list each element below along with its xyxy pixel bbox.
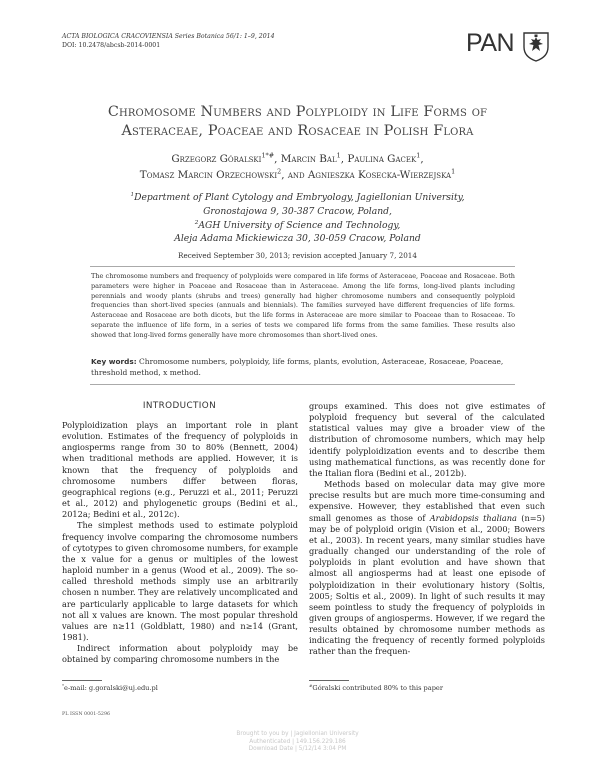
- article-title: [60, 103, 535, 141]
- affiliation-line: AGH University of Science and Technology,: [198, 219, 401, 231]
- author-name: Tomasz Marcin Orzechowski: [139, 168, 278, 181]
- author-separator: ,: [420, 153, 424, 165]
- author-name: Paulina Gacek: [347, 153, 417, 165]
- issn: PL ISSN 0001-5296: [62, 712, 111, 717]
- paragraph: [309, 479, 545, 658]
- author-separator: , and: [281, 168, 308, 181]
- footnote-rule-left: [62, 680, 102, 681]
- right-column: [309, 401, 545, 658]
- watermark-line: Download Date | 5/12/14 3:04 PM: [248, 746, 347, 753]
- paragraph: Indirect information about polyploidy may be obtained by comparing chromosome numbers in the: [62, 643, 298, 665]
- download-watermark: [180, 731, 415, 754]
- affiliations: [60, 191, 535, 246]
- author-name: Agnieszka Kosecka-Wierzejska: [307, 168, 452, 181]
- author-marker: 1: [451, 167, 456, 176]
- received-dates: Received September 30, 2013; revision accepted January 7, 2014: [178, 251, 417, 260]
- keywords-label: Key words:: [91, 357, 137, 366]
- author-marker: 1: [336, 151, 341, 160]
- section-heading-introduction: INTRODUCTION: [142, 401, 217, 411]
- affiliation-line: Gronostajowa 9, 30-387 Cracow, Poland,: [203, 205, 392, 217]
- author-name: Grzegorz Góralski: [171, 153, 262, 165]
- keywords-text: Chromosome numbers, polyploidy, life forms, plants, evolution, Asteraceae, Rosaceae, Poaceae, threshold method, x method.: [91, 357, 504, 377]
- eagle-emblem-icon: [522, 30, 550, 62]
- paragraph-text: (n=5) may be of polyploid origin (Vision et al., 2000; Bowers et al., 2003). In recent years, many similar studies have gradually changed our understanding of the role of polyploids in plant evolution and have shown that almost all angiosperms had at least one episode of polyploidization in their evolutionary history (Soltis, 2005; Soltis et al., 2009). In light of such results it may seem pointless to study the frequency of polyploids in given groups of angiosperms. However, if we regard the results obtained by chromosome number methods as indicating the frequency of recently formed polyploids rather than the frequen-: [309, 512, 546, 657]
- author-marker: 2: [277, 167, 282, 176]
- footnote-rule-right: [309, 680, 349, 681]
- affiliation-line: Department of Plant Cytology and Embryology, Jagiellonian University,: [134, 192, 465, 203]
- keywords: [91, 356, 515, 378]
- abstract-bottom-rule: [90, 384, 515, 385]
- doi: DOI: 10.2478/abcsb-2014-0001: [62, 41, 161, 49]
- author-separator: ,: [340, 153, 348, 165]
- paragraph-text: Methods based on molecular data may give more precise results but are much more time-consuming and expensive. However, they established that even such small genomes as those of: [309, 479, 545, 523]
- journal-citation: ACTA BIOLOGICA CRACOVIENSIA Series Botanica 56/1: 1–9, 2014: [62, 33, 275, 40]
- affiliation-marker: 1: [130, 191, 135, 198]
- paragraph: Polyploidization plays an important role in plant evolution. Estimates of the frequency of polyploids in angiosperms range from 30 to 80% (Bennett, 2004) when traditional methods are applied. However, it is known that the frequency of polyploids and chromosome numbers differ between floras, geographical regions (e.g., Peruzzi et al., 2011; Peruzzi et al., 2012) and phylogenetic groups (Bedini et al., 2012a; Bedini et al., 2012c).: [62, 420, 298, 520]
- author-marker: 1*#: [261, 151, 275, 160]
- left-column: [62, 420, 298, 665]
- affiliation-line: Aleja Adama Mickiewicza 30, 30-059 Cracow, Poland: [174, 233, 421, 245]
- author-marker: 1: [416, 151, 421, 160]
- pan-logo-text: PAN: [466, 29, 515, 57]
- title-line-2: Asteraceae, Poaceae and Rosaceae in Polish Flora: [121, 123, 474, 139]
- author-list: [60, 152, 535, 183]
- author-separator: ,: [274, 153, 281, 165]
- publisher-logo: [466, 29, 552, 63]
- email-address: e-mail: g.goralski@uj.edu.pl: [64, 684, 158, 692]
- contribution-note: Góralski contributed 80% to this paper: [312, 684, 443, 692]
- footnote-marker: #: [309, 682, 313, 688]
- abstract-top-rule: [90, 266, 515, 267]
- species-name: Arabidopsis thaliana: [429, 512, 517, 523]
- paragraph: The simplest methods used to estimate polyploid frequency involve comparing the chromosome numbers of cytotypes to given chromosome numbers, for example the x value for a genus or multiples of the lowest haploid number in a genus (Wood et al., 2009). The so-called threshold methods simply use an arbitrarily chosen n number. They are relatively uncomplicated and are particularly applicable to large datasets for which not all x values are known. The most popular threshold values are n≥11 (Goldblatt, 1980) and n≥14 (Grant, 1981).: [62, 520, 298, 642]
- watermark-line: Authenticated | 149.156.229.186: [249, 738, 346, 745]
- author-name: Marcin Bal: [280, 153, 337, 165]
- title-line-1: Chromosome Numbers and Polyploidy in Life Forms of: [107, 104, 488, 120]
- journal-header: [62, 33, 275, 50]
- footnote-contribution: [309, 684, 443, 692]
- footnote-marker: *: [62, 682, 65, 688]
- paragraph: groups examined. This does not give estimates of polyploid frequency but several of the calculated statistical values may give a broader view of the distribution of chromosome numbers, which may help identify polyploidization events and to describe them using mathematical functions, as was recently done for the Italian flora (Bedini et al., 2012b).: [309, 401, 545, 478]
- watermark-line: Brought to you by | Jagiellonian University: [236, 731, 359, 737]
- abstract: The chromosome numbers and frequency of polyploids were compared in life forms of Asteraceae, Poaceae and Rosaceae. Both parameters were higher in Poaceae and Rosaceae than in Asteraceae. Among the life forms, long-lived plants including perennials and woody plants (shrubs and trees) generally had higher chromosome numbers and consequently polyploid frequencies than short-lived species (annuals and biennials). The families surveyed have different frequencies of life forms. Asteraceae and Rosaceae are both dicots, but the life forms in Asteraceae are more similar to Poaceae than to Rosaceae. To separate the influence of life form, in a series of tests we compared life forms from the same families. These results also showed that long-lived forms generally have more chromosomes than short-lived ones.: [91, 272, 515, 339]
- footnote-email: [62, 684, 158, 692]
- affiliation-marker: 2: [194, 219, 199, 226]
